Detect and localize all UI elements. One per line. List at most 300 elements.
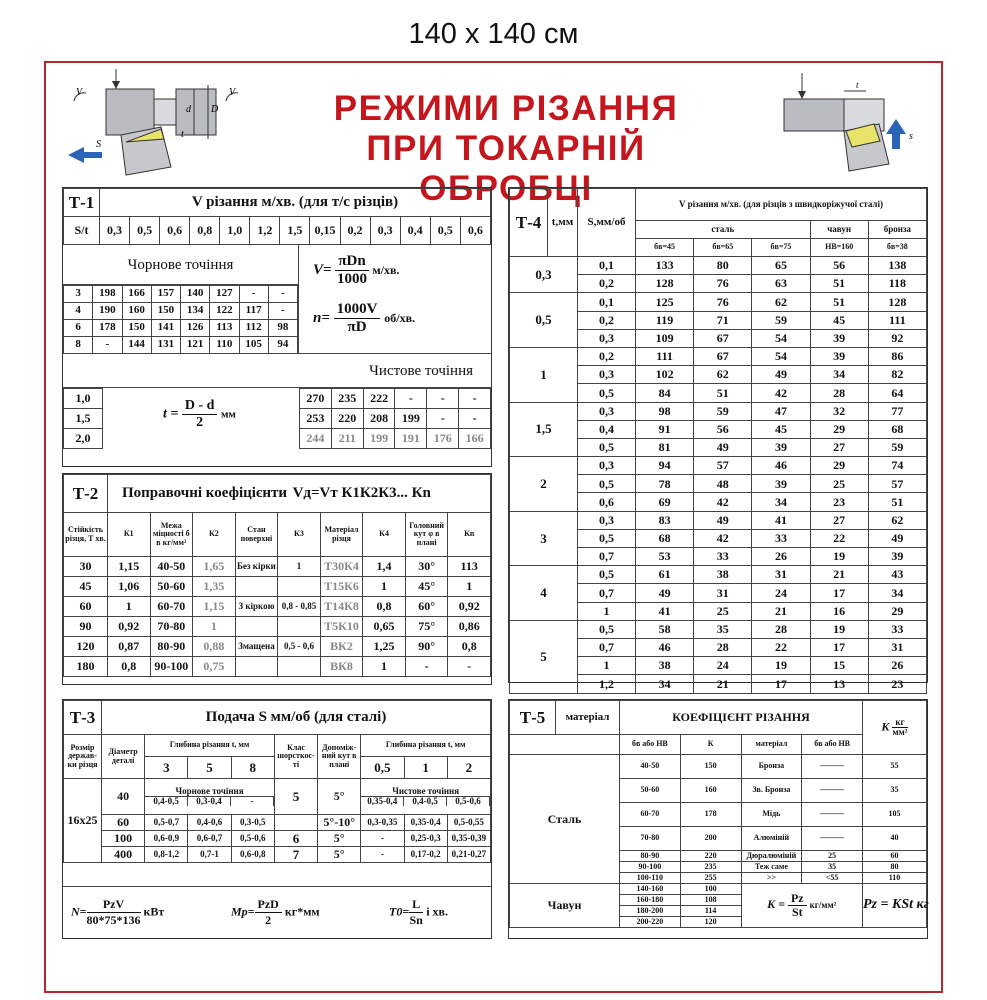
- t3-angle: 5°-10°: [318, 815, 361, 831]
- t5-cast: Чавун: [510, 884, 620, 928]
- t4-subheader: бв=45: [636, 239, 694, 257]
- t3-cell: 0,35-0,4: [361, 797, 404, 806]
- t1-finish-cell: 253: [300, 409, 332, 429]
- t2-cell: 1,35: [193, 577, 236, 597]
- t4-cell: 98: [636, 402, 694, 420]
- t4-cell: 42: [694, 493, 752, 511]
- t4-cell: 128: [636, 275, 694, 293]
- t4-cell: 0,3: [578, 402, 636, 420]
- t4-cell: 128: [868, 293, 926, 311]
- t2-cell: 0,88: [193, 637, 236, 657]
- t2-cell: [278, 577, 321, 597]
- t4-cell: 19: [810, 548, 868, 566]
- t3-fn-unit: кВт: [143, 904, 165, 919]
- t4-cell: 58: [636, 620, 694, 638]
- t4-cell: 21: [752, 602, 810, 620]
- t2-cell: 0,8: [363, 597, 406, 617]
- t5-cell: 35: [802, 862, 863, 873]
- t4-depth: 4: [510, 566, 578, 621]
- t1-finish-cell: 208: [363, 409, 395, 429]
- t2-cell: 80-90: [150, 637, 193, 657]
- t4-cell: 21: [694, 675, 752, 693]
- t2-col-header: Матеріал різця: [320, 513, 363, 557]
- t1-rough-cell: 131: [151, 337, 180, 354]
- t3-ft-lhs: T0=: [389, 904, 410, 919]
- t4-cell: 25: [810, 475, 868, 493]
- t4-cell: 15: [810, 657, 868, 675]
- t2-col-header: К2: [193, 513, 236, 557]
- t2-col-header: Стан поверхні: [235, 513, 278, 557]
- t4-material: сталь: [636, 221, 811, 239]
- turning-sketch-left: [66, 67, 241, 177]
- table-t2: [62, 473, 492, 685]
- t1-fn-num: 1000V: [334, 301, 381, 319]
- t3-angle: 5°: [318, 831, 361, 847]
- t5-cell: 108: [680, 895, 741, 906]
- t1-rough-cell: 150: [122, 320, 151, 337]
- t1-finish-cell: 199: [395, 409, 427, 429]
- t5-empty-head: [510, 735, 620, 755]
- t1-s-value: 0,3: [370, 217, 400, 245]
- t4-cell: 133: [636, 257, 694, 275]
- t1-rough-cell: 166: [122, 286, 151, 303]
- t5-fk-frac: [788, 892, 807, 918]
- t2-cell: Т15К6: [320, 577, 363, 597]
- t3-rough-label: Чорнове точіння: [175, 785, 244, 796]
- sketch-label-t2: t: [856, 80, 859, 90]
- t1-finish-area: [63, 387, 491, 447]
- t4-cell: 19: [752, 657, 810, 675]
- t4-cell: 16: [810, 602, 868, 620]
- t4-cell: 26: [752, 548, 810, 566]
- t4-material: чавун: [810, 221, 868, 239]
- t5-cell: 35: [863, 779, 927, 803]
- t4-cell: 45: [752, 420, 810, 438]
- t2-cell: 1,15: [108, 557, 151, 577]
- t2-cell: 1,06: [108, 577, 151, 597]
- t4-cell: 25: [694, 602, 752, 620]
- t4-cell: 28: [694, 638, 752, 656]
- t1-t-label: t: [84, 223, 89, 238]
- t1-rough-cell: 122: [210, 303, 239, 320]
- t4-cell: 43: [868, 566, 926, 584]
- t1-finish-t: 1,0: [64, 389, 103, 409]
- t1-rough-row: [64, 337, 298, 354]
- t5-cell: 100-110: [620, 873, 681, 884]
- t2-cell: 120: [64, 637, 108, 657]
- t2-cell: 60: [64, 597, 108, 617]
- t1-s-t-corner: S/t: [64, 217, 100, 245]
- t1-rough-cell: 134: [181, 303, 210, 320]
- sketch-label-v2: V: [229, 87, 236, 98]
- t4-cell: 1,2: [578, 675, 636, 693]
- t2-cell: 45: [64, 577, 108, 597]
- t5-cell: Алюміній: [741, 827, 802, 851]
- t2-cell: 0,65: [363, 617, 406, 637]
- t4-cell: 77: [868, 402, 926, 420]
- t5-cell: 60: [863, 851, 927, 862]
- t4-cell: 13: [810, 675, 868, 693]
- t2-cell: 90: [64, 617, 108, 637]
- t1-finish-row: [64, 429, 103, 449]
- t4-cell: 17: [810, 638, 868, 656]
- t4-row: [510, 402, 927, 420]
- t1-finish-row: [300, 389, 491, 409]
- t5-cell: <55: [802, 873, 863, 884]
- t2-cell: 0,8: [448, 637, 491, 657]
- t2-cell: 1: [363, 577, 406, 597]
- t5-cell: ———: [802, 803, 863, 827]
- t4-cell: 35: [694, 620, 752, 638]
- t2-cell: 70-80: [150, 617, 193, 637]
- t4-row: [510, 257, 927, 275]
- t3-cell: 0,4-0,5: [404, 797, 447, 806]
- t4-cell: 1: [578, 602, 636, 620]
- t5-formula-p: Pz = KSt кг: [863, 884, 927, 928]
- t2-col-header: Стійкість різця, Т хв.: [64, 513, 108, 557]
- t3-cell: 0,21-0,27: [447, 847, 490, 863]
- t3-rough-values: [145, 796, 274, 806]
- t4-cell: 42: [752, 384, 810, 402]
- t5-cast-row: [510, 884, 927, 895]
- t3-diam: 60: [102, 815, 145, 831]
- t4-cell: 39: [752, 475, 810, 493]
- t4-depth: 2: [510, 457, 578, 512]
- t5-cell: 80-90: [620, 851, 681, 862]
- t4-cell: 33: [868, 620, 926, 638]
- t1-finish-t: 1,5: [64, 409, 103, 429]
- t4-cell: 71: [694, 311, 752, 329]
- t1-rough-cell: 157: [151, 286, 180, 303]
- sketch-label-v: V: [76, 87, 83, 98]
- t3-cell: 0,5-0,7: [145, 815, 188, 831]
- t4-row: [510, 566, 927, 584]
- t4-cell: 0,2: [578, 275, 636, 293]
- t5-cell: >>: [741, 873, 802, 884]
- t1-rough-cell: 4: [64, 303, 93, 320]
- t2-row: [64, 557, 491, 577]
- t1-finish-cell: 211: [331, 429, 363, 449]
- t1-finish-cell: 191: [395, 429, 427, 449]
- t3-row: [64, 831, 491, 847]
- t4-cell: 19: [810, 620, 868, 638]
- t5-cell: 140-160: [620, 884, 681, 895]
- t3-cell: 0,17-0,2: [404, 847, 447, 863]
- t5-fk-lhs: K =: [767, 897, 785, 912]
- t1-formula-v: [313, 253, 399, 288]
- t2-cell: [235, 577, 278, 597]
- t4-cell: 56: [810, 257, 868, 275]
- t4-cell: 0,3: [578, 329, 636, 347]
- t4-cell: 111: [636, 347, 694, 365]
- t4-cell: 46: [636, 638, 694, 656]
- t4-subheader: НВ=160: [810, 239, 868, 257]
- t2-formula: Vд=Vт К1К2К3... Кn: [292, 484, 431, 501]
- t2-cell: Т30К4: [320, 557, 363, 577]
- t4-cell: 34: [868, 584, 926, 602]
- t4-cell: 0,5: [578, 620, 636, 638]
- t3-cell: 0,4-0,5: [145, 797, 188, 806]
- t4-cell: 0,5: [578, 475, 636, 493]
- t3-class: 7: [274, 847, 317, 863]
- t4-cell: 54: [752, 347, 810, 365]
- t2-cell: 45°: [405, 577, 448, 597]
- t4-cell: 51: [810, 275, 868, 293]
- t2-cell: 75°: [405, 617, 448, 637]
- t4-material: бронза: [868, 221, 926, 239]
- t4-cell: 28: [752, 620, 810, 638]
- t4-row: [510, 457, 927, 475]
- t4-cell: 23: [810, 493, 868, 511]
- t2-cell: 0,92: [448, 597, 491, 617]
- t2-cell: 1,25: [363, 637, 406, 657]
- t2-cell: ВК8: [320, 657, 363, 677]
- t3-col-header: Клас шорсткос-ті: [274, 735, 317, 779]
- t2-cell: [235, 657, 278, 677]
- t2-cell: 1: [278, 557, 321, 577]
- t4-cell: 34: [752, 493, 810, 511]
- t3-rough-cell: [145, 779, 275, 815]
- t2-header: [108, 475, 491, 513]
- t4-cell: 1: [578, 657, 636, 675]
- t4-cell: 31: [868, 638, 926, 656]
- t1-rough-cell: 117: [239, 303, 268, 320]
- t1-rough-cell: 144: [122, 337, 151, 354]
- t2-cell: 60-70: [150, 597, 193, 617]
- t4-cell: 39: [810, 329, 868, 347]
- t4-depth: 5: [510, 620, 578, 693]
- t3-cell: 0,35-0,39: [447, 831, 490, 847]
- t3-cell: 0,5-0,6: [231, 831, 274, 847]
- t3-cell: -: [231, 797, 274, 806]
- t1-rough-cell: 98: [268, 320, 297, 337]
- table-t4: [508, 187, 928, 691]
- t1-finish-row: [300, 409, 491, 429]
- t4-cell: 51: [868, 493, 926, 511]
- t4-cell: 59: [868, 438, 926, 456]
- t1-rough-cell: 110: [210, 337, 239, 354]
- t3-head-row: [64, 735, 491, 757]
- t5-cell: 60-70: [620, 803, 681, 827]
- t2-cell: -: [448, 657, 491, 677]
- t1-rough-cell: 178: [93, 320, 122, 337]
- t2-cell: 90°: [405, 637, 448, 657]
- t5-cell: 55: [863, 755, 927, 779]
- t1-finish-cell: -: [427, 409, 459, 429]
- t5-cell: 120: [680, 917, 741, 928]
- t4-cell: 0,3: [578, 366, 636, 384]
- t1-rough-area: [63, 245, 491, 353]
- t4-cell: 0,3: [578, 511, 636, 529]
- t3-formulas: [63, 886, 491, 938]
- t5-id: Т-5: [510, 701, 556, 735]
- t4-cell: 23: [868, 675, 926, 693]
- t3-cell: 0,6-0,8: [231, 847, 274, 863]
- t1-fn-lhs: n=: [313, 309, 330, 326]
- t3-diam: 100: [102, 831, 145, 847]
- t4-cell: 39: [752, 438, 810, 456]
- t5-k-unit: K $\frac{кг}{\text{мм²}}$: [863, 701, 927, 755]
- t1-formula-t: [163, 398, 236, 431]
- t4-cell: 0,7: [578, 638, 636, 656]
- t2-row: [64, 637, 491, 657]
- t4-cell: 0,3: [578, 457, 636, 475]
- t1-rough-cell: -: [268, 286, 297, 303]
- table-t1: [62, 187, 492, 467]
- t4-cell: 54: [752, 329, 810, 347]
- t1-rough-cell: -: [268, 303, 297, 320]
- t2-cell: 1,15: [193, 597, 236, 617]
- t4-cell: 92: [868, 329, 926, 347]
- t1-fv-den: 1000: [337, 271, 368, 287]
- t3-cell: 0,7-1: [188, 847, 231, 863]
- t3-col-header: Діаметр деталі: [102, 735, 145, 779]
- t4-cell: 0,2: [578, 311, 636, 329]
- t1-rough-cell: 6: [64, 320, 93, 337]
- t4-cell: 34: [636, 675, 694, 693]
- t3-cell: 0,3-0,5: [231, 815, 274, 831]
- t3-cell: 0,8-1,2: [145, 847, 188, 863]
- t1-s-value: 0,8: [190, 217, 220, 245]
- t4-cell: 76: [694, 275, 752, 293]
- t2-col-header: Головний кут φ в плані: [405, 513, 448, 557]
- t4-cell: 63: [752, 275, 810, 293]
- t4-t-header: t,мм: [548, 189, 578, 257]
- t2-cell: 0,87: [108, 637, 151, 657]
- t5-cell: 160: [680, 779, 741, 803]
- t4-cell: 80: [694, 257, 752, 275]
- t5-col-header: К: [680, 735, 741, 755]
- sketch-label-d: d: [186, 104, 191, 115]
- t2-col-header: Кn: [448, 513, 491, 557]
- t4-cell: 0,4: [578, 420, 636, 438]
- t1-s-value: 1,5: [280, 217, 310, 245]
- t1-finish-cell: 270: [300, 389, 332, 409]
- t1-fv-lhs: V=: [313, 261, 332, 278]
- t5-cell: Мідь: [741, 803, 802, 827]
- t3-col-header: Допоміж-ний кут в плані: [318, 735, 361, 779]
- title-line-1: РЕЖИМИ РІЗАННЯ: [333, 89, 679, 128]
- sketch-label-s2: s: [909, 131, 913, 142]
- t5-title: КОЕФІЦІЄНТ РІЗАННЯ: [620, 701, 863, 735]
- t4-cell: 61: [636, 566, 694, 584]
- t1-s-value: 0,6: [460, 217, 490, 245]
- t4-cell: 32: [810, 402, 868, 420]
- t1-finish-cell: -: [395, 389, 427, 409]
- t5-row: [510, 755, 927, 779]
- t3-col-header: Розмір держав-ки різця: [64, 735, 102, 779]
- t4-cell: 57: [868, 475, 926, 493]
- t5-cell: 40: [863, 827, 927, 851]
- t1-finish-cell: 220: [331, 409, 363, 429]
- t1-finish-row: [300, 429, 491, 449]
- t1-s-label: S: [74, 223, 82, 238]
- t4-cell: 125: [636, 293, 694, 311]
- t1-title: V різання м/хв. (для т/с різців): [100, 189, 491, 217]
- t2-cell: Без кірки: [235, 557, 278, 577]
- t4-cell: 51: [694, 384, 752, 402]
- t4-cell: 0,6: [578, 493, 636, 511]
- t5-cell: 90-100: [620, 862, 681, 873]
- t4-cell: 68: [636, 529, 694, 547]
- t1-finish-cell: 176: [427, 429, 459, 449]
- t4-cell: 81: [636, 438, 694, 456]
- size-caption: 140 x 140 см: [408, 18, 579, 50]
- t3-row: [64, 779, 491, 815]
- t5-cell: 220: [680, 851, 741, 862]
- t2-row: [64, 657, 491, 677]
- t2-cell: 1,4: [363, 557, 406, 577]
- t4-cell: 0,1: [578, 293, 636, 311]
- t5-cell: 160-180: [620, 895, 681, 906]
- t2-cell: 1: [448, 577, 491, 597]
- t1-rough-cell: 160: [122, 303, 151, 320]
- sketch-label-D: D: [211, 104, 219, 115]
- t2-col-header: К4: [363, 513, 406, 557]
- t2-cell: [278, 617, 321, 637]
- t1-rough-cell: 94: [268, 337, 297, 354]
- t3-depth2: 1: [404, 757, 447, 779]
- t2-cell: 180: [64, 657, 108, 677]
- t2-cell: 30°: [405, 557, 448, 577]
- t2-cell: 0,92: [108, 617, 151, 637]
- t4-depth: 1,5: [510, 402, 578, 457]
- t3-finish-values: [361, 796, 490, 806]
- t1-s-value: 0,5: [130, 217, 160, 245]
- t4-cell: 0,5: [578, 529, 636, 547]
- t2-cell: 1: [363, 657, 406, 677]
- t1-rough-cell: -: [93, 337, 122, 354]
- t4-cell: 31: [694, 584, 752, 602]
- t4-depth: 0,3: [510, 257, 578, 293]
- t3-title: Подача S мм/об (для сталі): [102, 701, 491, 735]
- t2-title: Поправочні коефіцієнти: [122, 484, 288, 501]
- t4-cell: 24: [752, 584, 810, 602]
- t2-col-header: Межа міцності б в кг/мм²: [150, 513, 193, 557]
- t4-cell: 29: [810, 420, 868, 438]
- t4-cell: 39: [868, 548, 926, 566]
- t4-cell: 0,7: [578, 584, 636, 602]
- t3-cell: 0,35-0,4: [404, 815, 447, 831]
- t2-row: [64, 577, 491, 597]
- t3-fn-num: PzV: [87, 897, 141, 913]
- t4-cell: 45: [810, 311, 868, 329]
- t1-rough-row: [64, 320, 298, 337]
- t4-cell: 78: [636, 475, 694, 493]
- t3-fm-lhs: Mp=: [231, 904, 255, 919]
- t3-depth: 5: [188, 757, 231, 779]
- t1-ft-num: D - d: [182, 398, 218, 415]
- t4-cell: 102: [636, 366, 694, 384]
- t3-fm-den: 2: [265, 913, 272, 927]
- t2-cell: 113: [448, 557, 491, 577]
- t4-cell: 41: [752, 511, 810, 529]
- t1-rough-label: Чорнове точіння: [63, 245, 298, 285]
- t5-cell: Теж саме: [741, 862, 802, 873]
- t1-rough-cell: 105: [239, 337, 268, 354]
- t4-cell: 57: [694, 457, 752, 475]
- t5-cell: 25: [802, 851, 863, 862]
- title-line-2: ПРИ ТОКАРНІЙ ОБРОБЦІ: [366, 129, 646, 208]
- t3-cell: 0,6-0,9: [145, 831, 188, 847]
- t4-row: [510, 293, 927, 311]
- t1-rough-cell: 121: [181, 337, 210, 354]
- t4-title: V різання м/хв. (для різців з швидкоріжучої сталі): [636, 189, 927, 221]
- t1-ft-den: 2: [196, 415, 204, 430]
- t4-cell: 0,7: [578, 548, 636, 566]
- t4-cell: 42: [694, 529, 752, 547]
- t4-cell: 68: [868, 420, 926, 438]
